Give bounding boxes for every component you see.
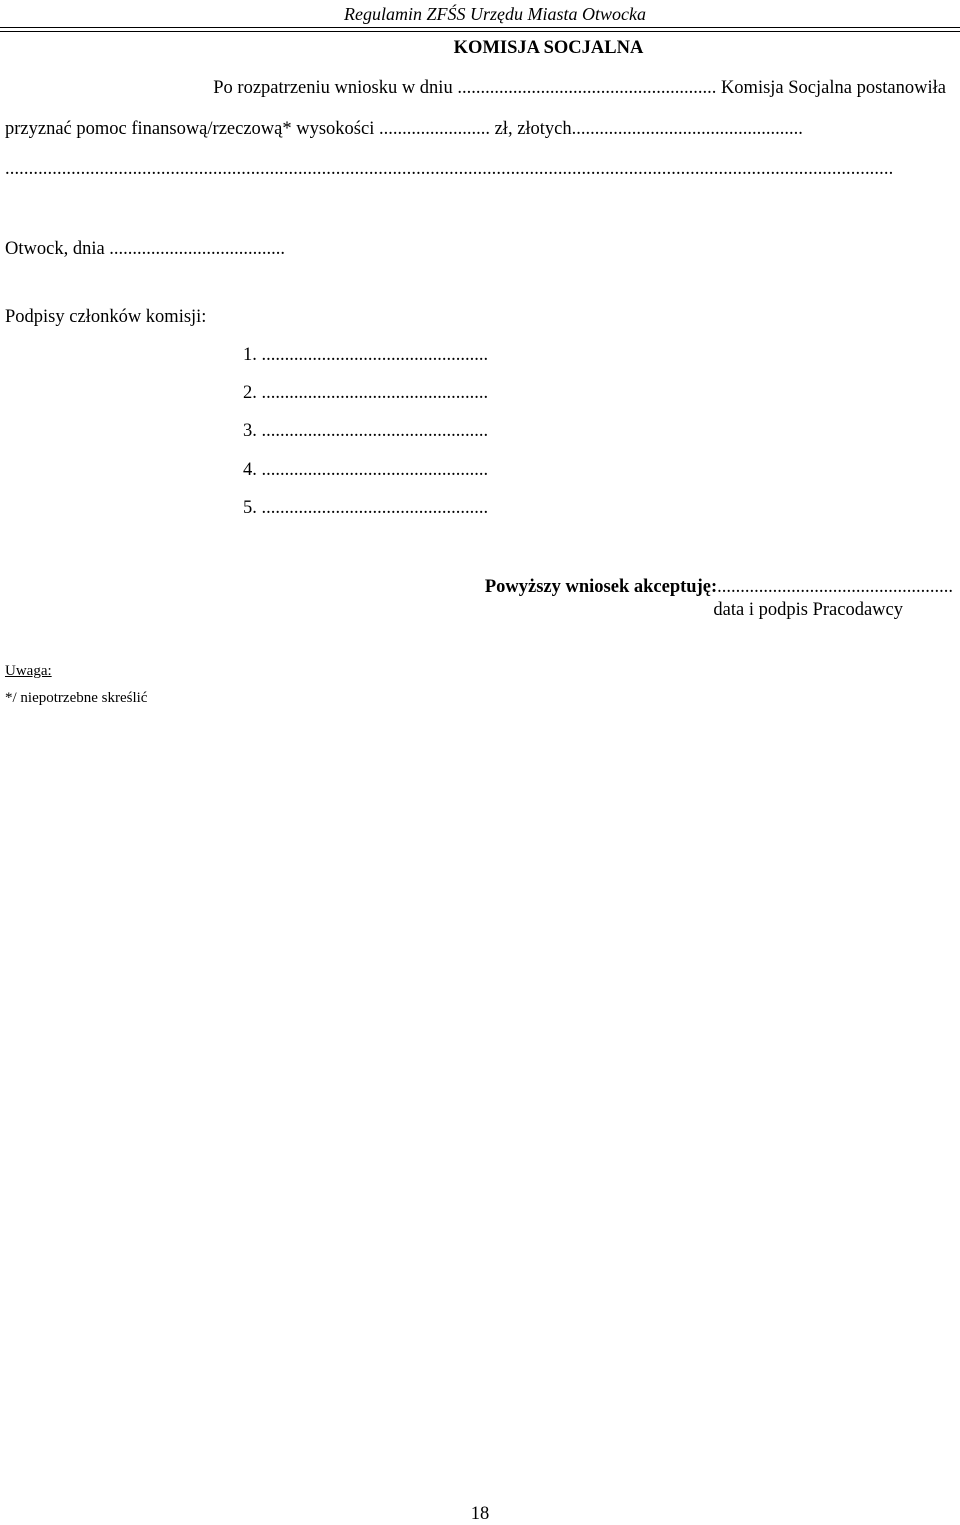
page-number: 18 bbox=[470, 1504, 490, 1524]
document-header-title: Regulamin ZFŚS Urzędu Miasta Otwocka bbox=[344, 4, 646, 24]
note-label: Uwaga: bbox=[5, 663, 52, 679]
signature-line-3: 3. ................................................. bbox=[243, 421, 489, 441]
signature-line-1: 1. ................................................. bbox=[243, 345, 489, 365]
decision-line-3: ............................................................................................................................................................................................ bbox=[5, 159, 894, 179]
header-divider-bottom bbox=[0, 31, 960, 32]
decision-line-2: przyznać pomoc finansową/rzeczową* wysokości ........................ zł, złotych.................................................. bbox=[5, 119, 803, 139]
place-date-line: Otwock, dnia ...................................... bbox=[5, 239, 286, 259]
acceptance-label: Powyższy wniosek akceptuję: bbox=[484, 577, 718, 597]
acceptance-dots: ................................................... bbox=[717, 577, 953, 597]
signature-line-5: 5. ................................................. bbox=[243, 498, 489, 518]
note-text: */ niepotrzebne skreślić bbox=[5, 690, 148, 706]
section-title: KOMISJA SOCJALNA bbox=[453, 38, 644, 58]
acceptance-line bbox=[485, 576, 953, 598]
signatures-label: Podpisy członków komisji: bbox=[5, 307, 207, 327]
signature-line-2: 2. ................................................. bbox=[243, 383, 489, 403]
acceptance-caption: data i podpis Pracodawcy bbox=[713, 600, 903, 620]
signature-line-4: 4. ................................................. bbox=[243, 460, 489, 480]
header-divider-top bbox=[0, 27, 960, 28]
decision-line-1: Po rozpatrzeniu wniosku w dniu ........................................................ Komisja Socjalna postanowiła bbox=[213, 78, 946, 98]
